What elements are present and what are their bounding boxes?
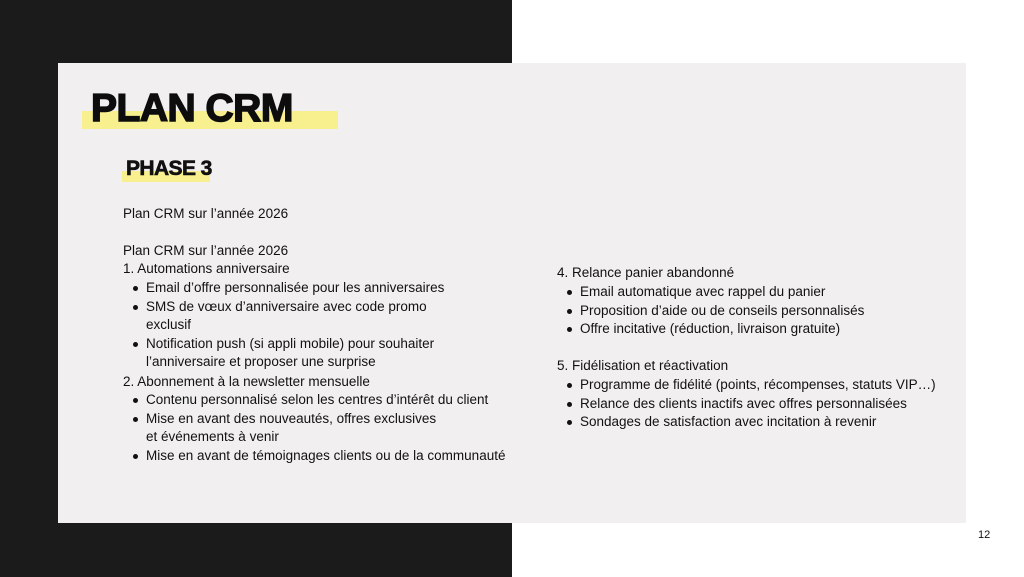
bullet-icon [567, 420, 572, 425]
bullet-icon [133, 417, 138, 422]
phase-block [122, 155, 212, 183]
bullet-icon [133, 305, 138, 310]
bullet-icon [567, 383, 572, 388]
intro-text: Plan CRM sur l’année 2026 [123, 206, 289, 221]
section1-list [124, 279, 464, 372]
list-item: Mise en avant des nouveautés, offres exclusives et événements à venir [124, 410, 509, 447]
section5-list [558, 376, 958, 432]
bullet-icon [567, 402, 572, 407]
list-item: Mise en avant de témoignages clients ou de la communauté [124, 447, 509, 466]
list-item: Relance des clients inactifs avec offres personnalisées [558, 395, 958, 414]
bullet-icon [133, 454, 138, 459]
section2-list [124, 391, 509, 465]
bullet-icon [133, 286, 138, 291]
list-item: Sondages de satisfaction avec incitation à revenir [558, 413, 958, 432]
bullet-icon [567, 290, 572, 295]
list-item: SMS de vœux d’anniversaire avec code promo exclusif [124, 298, 464, 335]
left-heading: Plan CRM sur l’année 2026 [123, 243, 289, 258]
list-item: Notification push (si appli mobile) pour souhaiter l’anniversaire et proposer une surprise [124, 335, 464, 372]
slide-title: PLAN CRM [91, 87, 293, 130]
phase-label: PHASE 3 [126, 157, 212, 180]
section4-title: 4. Relance panier abandonné [557, 265, 735, 280]
page-number: 12 [978, 529, 991, 541]
list-item: Contenu personnalisé selon les centres d’intérêt du client [124, 391, 509, 410]
bullet-icon [567, 327, 572, 332]
list-item: Email automatique avec rappel du panier [558, 283, 958, 302]
section1-title: 1. Automations anniversaire [123, 261, 290, 276]
bullet-icon [567, 309, 572, 314]
bullet-icon [133, 398, 138, 403]
list-item: Programme de fidélité (points, récompenses, statuts VIP…) [558, 376, 958, 395]
section2-title: 2. Abonnement à la newsletter mensuelle [123, 374, 370, 389]
section4-list [558, 283, 958, 339]
list-item: Offre incitative (réduction, livraison gratuite) [558, 320, 958, 339]
list-item: Email d’offre personnalisée pour les anniversaires [124, 279, 464, 298]
bullet-icon [133, 342, 138, 347]
section5-title: 5. Fidélisation et réactivation [557, 358, 729, 373]
title-block [82, 86, 338, 132]
list-item: Proposition d’aide ou de conseils personnalisés [558, 302, 958, 321]
